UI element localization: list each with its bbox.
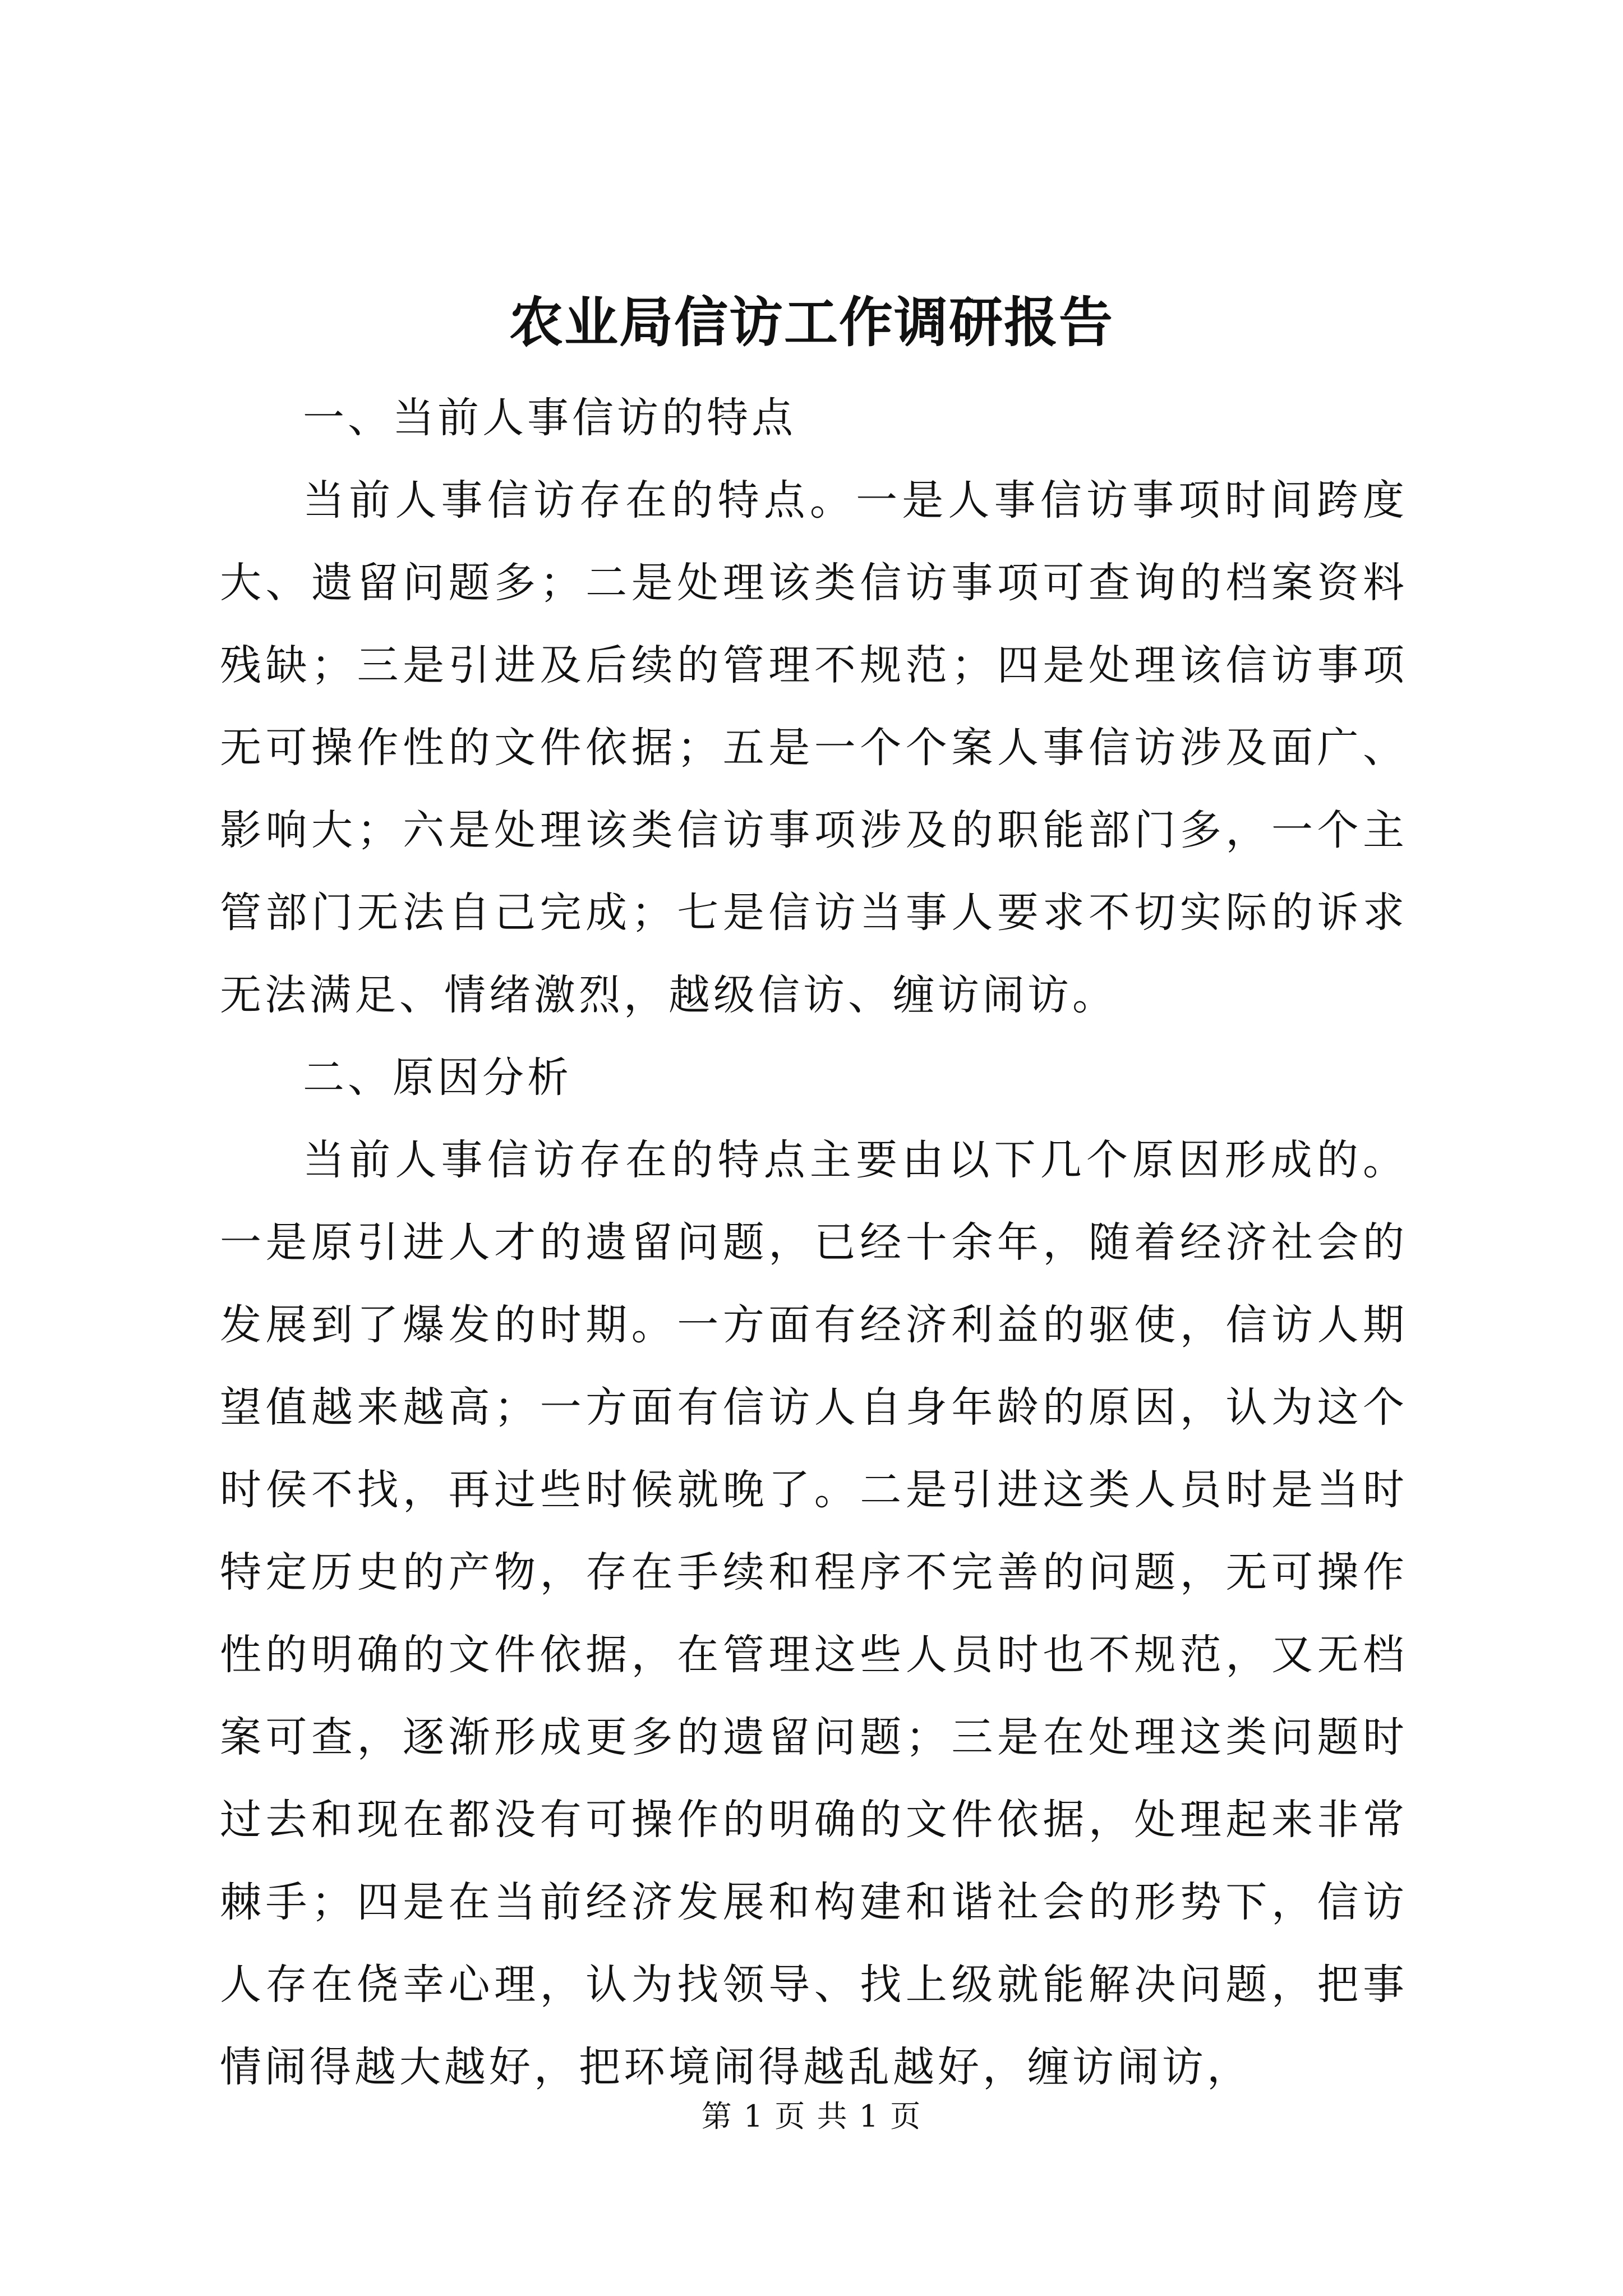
section-heading-1: 一、当前人事信访的特点 bbox=[303, 394, 796, 442]
page-footer: 第 1 页 共 1 页 bbox=[701, 2099, 922, 2134]
section-heading-2: 二、原因分析 bbox=[303, 1053, 572, 1102]
paragraph-features: 当前人事信访存在的特点。一是人事信访事项时间跨度大、遗留问题多；二是处理该类信访事项可查询的档案资料残缺；三是引进及后续的管理不规范；四是处理该信访事项无可操作性的文件依据；五是一个个案人事信访涉及面广、影响大；六是处理该类信访事项涉及的职能部门多，一个主管部门无法自己完成；七是信访当事人要求不切实际的诉求无法满足、情绪激烈，越级信访、缠访闹访。 bbox=[220, 476, 1408, 1019]
paragraph-causes: 当前人事信访存在的特点主要由以下几个原因形成的。一是原引进人才的遗留问题，已经十余年，随着经济社会的发展到了爆发的时期。一方面有经济利益的驱使，信访人期望值越来越高；一方面有信访人自身年龄的原因，认为这个时侯不找，再过些时候就晚了。二是引进这类人员时是当时特定历史的产物，存在手续和程序不完善的问题，无可操作性的明确的文件依据，在管理这些人员时也不规范，又无档案可查，逐渐形成更多的遗留问题；三是在处理这类问题时过去和现在都没有可操作的明确的文件依据，处理起来非常棘手；四是在当前经济发展和构建和谐社会的形势下，信访人存在侥幸心理，认为找领导、找上级就能解决问题，把事情闹得越大越好，把环境闹得越乱越好，缠访闹访， bbox=[220, 1136, 1408, 2091]
document-body bbox=[220, 377, 1408, 2109]
document-title: 农业局信访工作调研报告 bbox=[509, 291, 1114, 354]
